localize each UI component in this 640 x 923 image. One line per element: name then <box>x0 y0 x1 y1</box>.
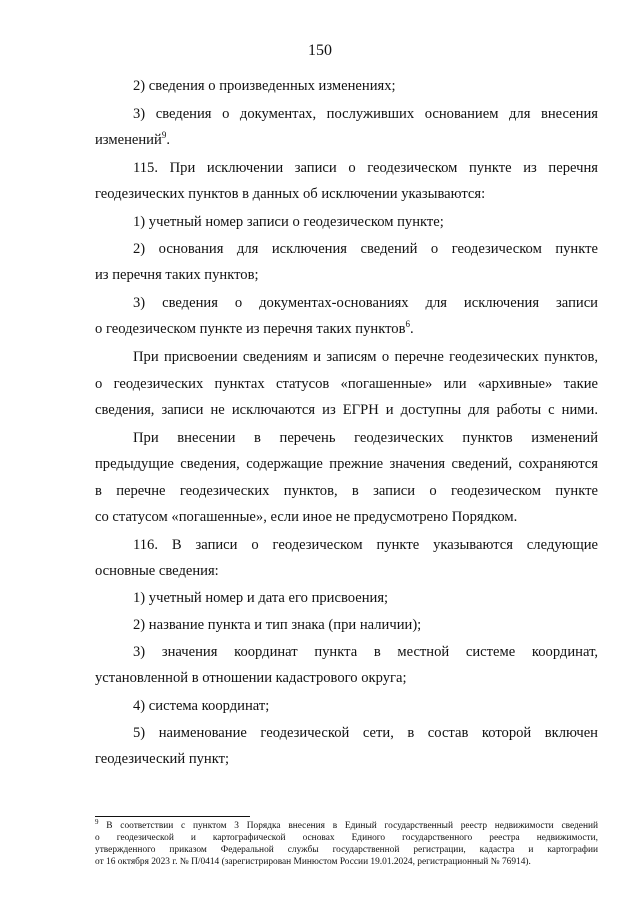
text-line: 2) название пункта и тип знака (при наличии); <box>133 617 422 633</box>
text-fragment: изменений <box>95 132 162 148</box>
text-line: 5) наименование геодезической сети, в состав которой включен <box>133 725 598 741</box>
text-line: 2) сведения о произведенных изменениях; <box>133 78 396 94</box>
text-fragment: . <box>409 321 414 337</box>
text-fragment: . <box>166 132 170 148</box>
text-line: установленной в отношении кадастрового округа; <box>95 670 407 686</box>
page-number: 150 <box>308 42 332 59</box>
footnote-line: от 16 октября 2023 г. № П/0414 (зарегистрирован Минюстом России 19.01.2024, регистрационный № 76914). <box>95 857 531 867</box>
text-line: основные сведения: <box>95 563 219 579</box>
footnote-ref: 9 <box>161 130 167 140</box>
text-line: 2) основания для исключения сведений о геодезическом пункте <box>133 241 598 257</box>
text-line: 1) учетный номер записи о геодезическом пункте; <box>133 214 444 230</box>
text-line: 1) учетный номер и дата его присвоения; <box>133 590 389 606</box>
text-line: предыдущие сведения, содержащие прежние значения сведений, сохраняются <box>95 456 598 472</box>
text-line: 3) сведения о документах-основаниях для исключения записи <box>133 295 598 311</box>
text-line: 4) система координат; <box>133 698 270 714</box>
footnote-divider <box>95 816 250 817</box>
text-fragment: о геодезическом пункте из перечня таких пунктов <box>95 321 406 337</box>
text-line: сведения, записи не исключаются из ЕГРН и доступны для работы с ними. <box>95 402 598 418</box>
footnote-line: утвержденного приказом Федеральной службы государственной регистрации, кадастра и картографии <box>95 845 598 855</box>
text-line: со статусом «погашенные», если иное не предусмотрено Порядком. <box>95 509 518 525</box>
footnote-text: В соответствии с пунктом 3 Порядка внесения в Единый государственный реестр недвижимости сведений <box>106 821 599 831</box>
text-line: о геодезических пунктах статусов «погашенные» или «архивные» такие <box>95 376 598 392</box>
text-line: 115. При исключении записи о геодезическом пункте из перечня <box>133 160 598 176</box>
text-line: При внесении в перечень геодезических пунктов изменений <box>133 430 598 446</box>
text-line: 3) сведения о документах, послуживших основанием для внесения <box>133 106 598 122</box>
text-line: в перечне геодезических пунктов, в записи о геодезическом пункте <box>95 483 598 499</box>
text-line: 116. В записи о геодезическом пункте указываются следующие <box>133 537 598 553</box>
text-line: геодезических пунктов в данных об исключении указываются: <box>95 186 486 202</box>
text-line: геодезический пункт; <box>95 751 230 767</box>
text-line: из перечня таких пунктов; <box>95 267 259 283</box>
text-line: 3) значения координат пункта в местной системе координат, <box>133 644 598 660</box>
footnote-line: о геодезической и картографической основах Единого государственного реестра недвижимости, <box>95 833 598 843</box>
text-line <box>95 320 598 338</box>
footnote-line <box>95 818 599 832</box>
footnote-ref: 6 <box>405 319 410 329</box>
text-line <box>95 131 598 149</box>
footnote-marker: 9 <box>95 818 99 826</box>
text-line: При присвоении сведениям и записям о перечне геодезических пунктов, <box>133 349 598 365</box>
